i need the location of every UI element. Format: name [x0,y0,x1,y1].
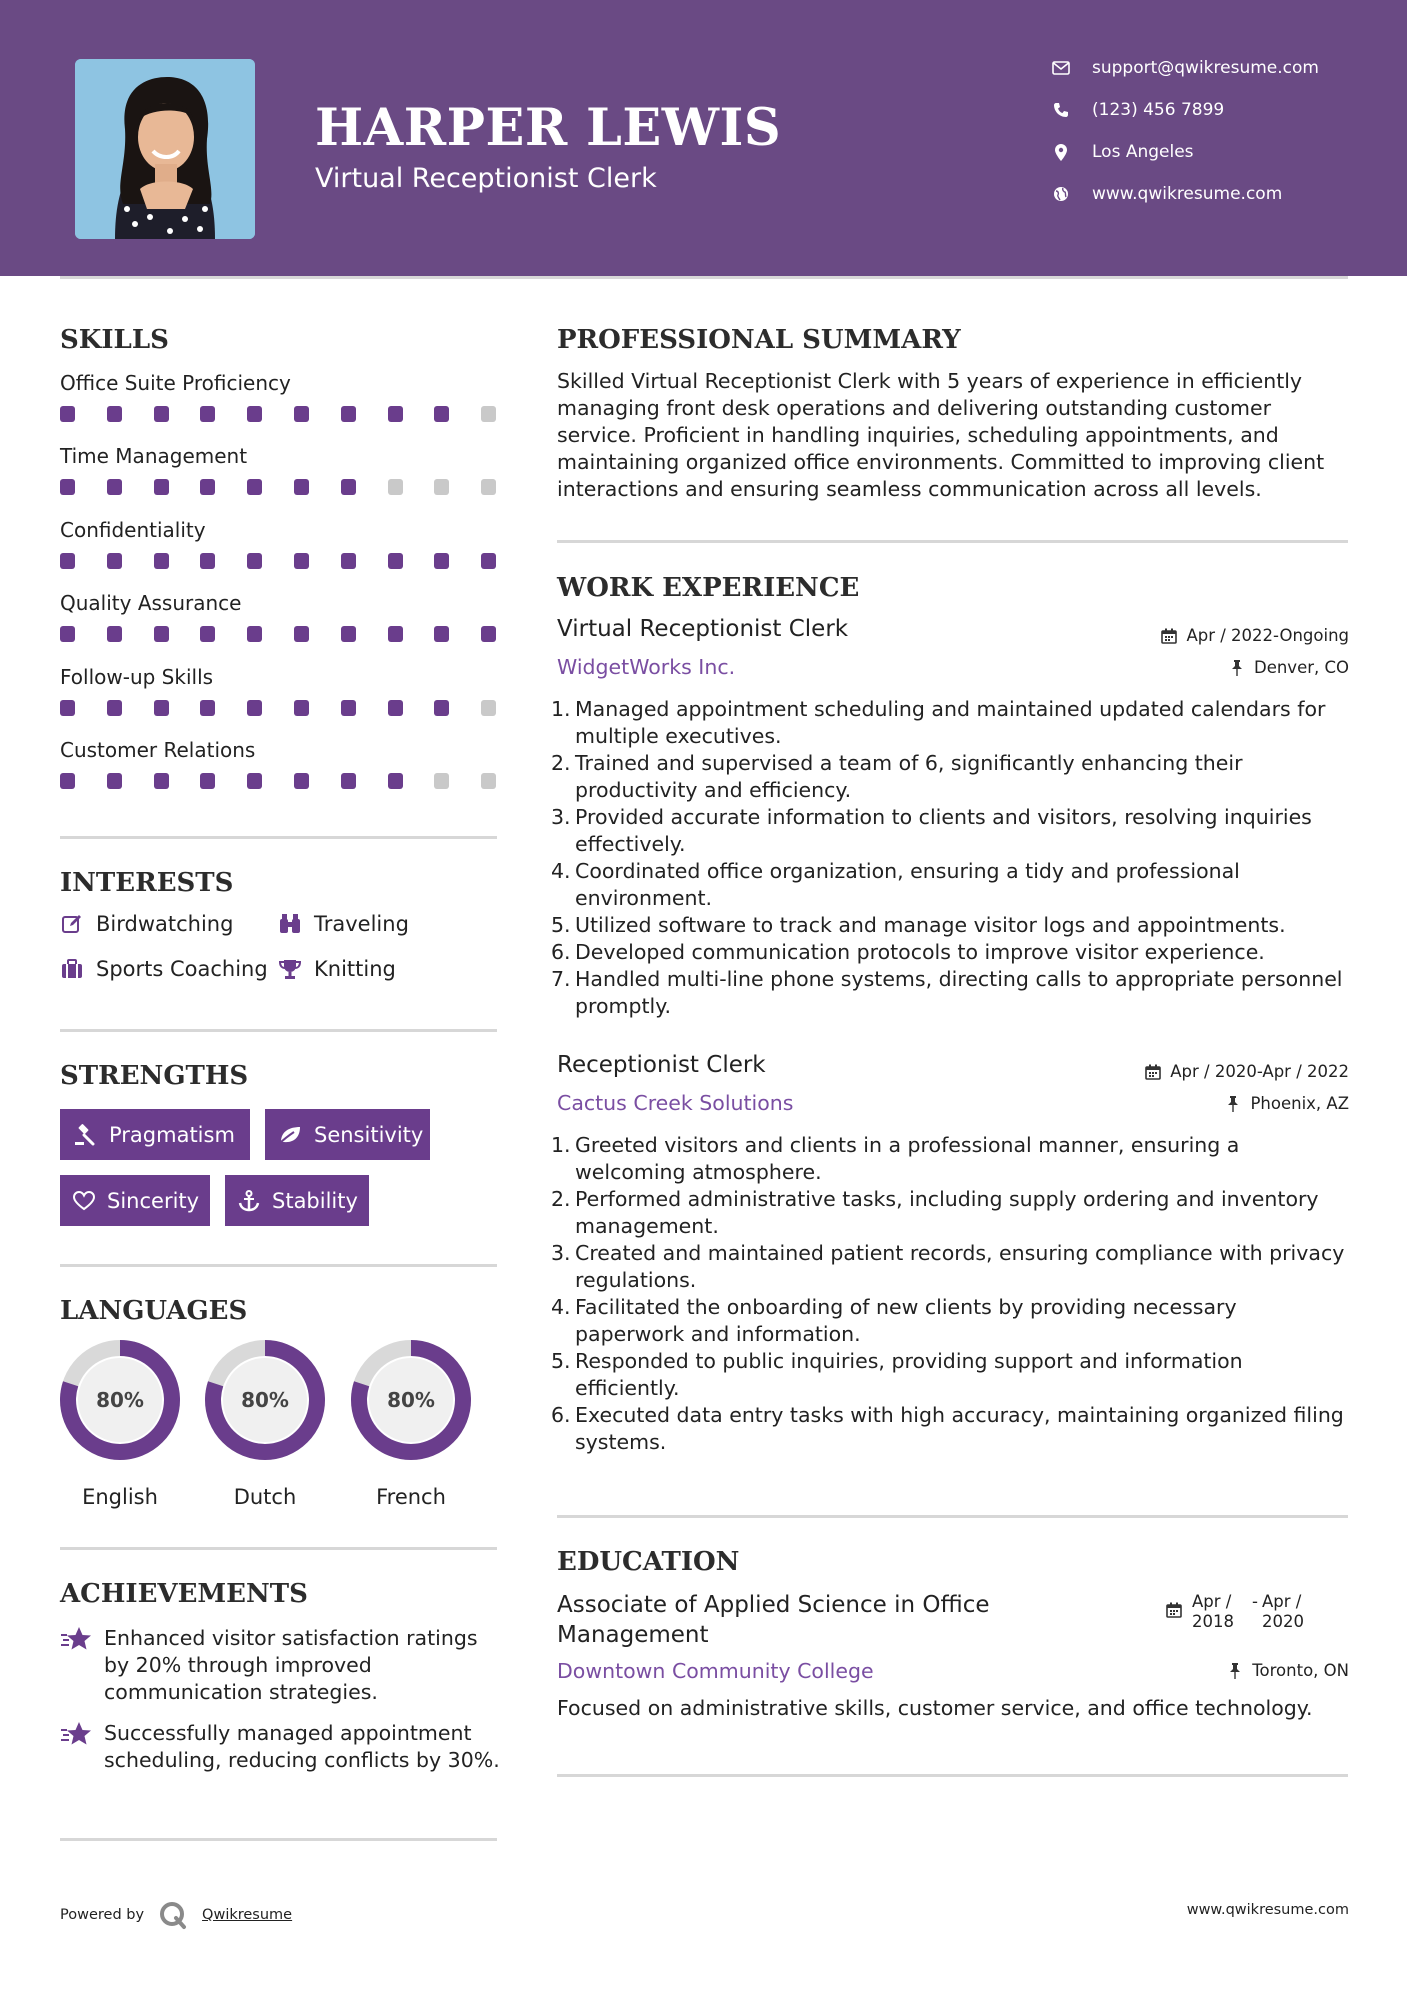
skill-dot [200,700,215,716]
skills-heading: SKILLS [60,325,169,355]
list-item: 6. Executed data entry tasks with high accuracy, maintaining organized filing systems. [551,1403,1344,1454]
list-item: 5. Utilized software to track and manage visitor logs and appointments. [551,913,1286,937]
skill-dot [154,626,169,642]
language-percent: 80% [241,1388,289,1412]
skills-divider [60,836,497,839]
skill-dot [294,700,309,716]
interest-label: Birdwatching [96,912,234,936]
skill-dot [434,773,449,789]
skill-dot [434,700,449,716]
language-ring [59,1339,181,1461]
briefcase-icon [60,957,84,981]
pushpin-icon [1224,1095,1242,1113]
list-item: 3. Provided accurate information to clients and visitors, resolving inquiries effectively. [551,805,1312,856]
achievement-item [60,1720,500,1774]
contact-phone-text: (123) 456 7899 [1092,100,1225,120]
interest-birdwatching [60,912,233,936]
list-item: 4. Facilitated the onboarding of new clients by providing necessary paperwork and information. [551,1295,1237,1346]
achievements-divider [60,1838,497,1841]
anchor-icon [238,1189,260,1213]
skill-dot [294,553,309,569]
skill-dot [200,406,215,422]
binoculars-icon [278,912,302,936]
footer-website[interactable]: www.qwikresume.com [1186,1902,1349,1918]
skill-dot [481,773,496,789]
skill-dot [341,700,356,716]
skill-dot [388,626,403,642]
skill-dot [481,626,496,642]
list-item: 3. Created and maintained patient records, ensuring compliance with privacy regulations. [551,1241,1345,1292]
skill-dot [481,553,496,569]
interest-label: Sports Coaching [96,957,268,981]
skill-dot [388,479,403,495]
skill-dot [247,773,262,789]
job-dates: Apr / 2020-Apr / 2022 [1144,1062,1349,1081]
resume-header [0,0,1407,276]
interest-label: Traveling [314,912,409,936]
calendar-icon [1160,627,1178,645]
interest-sports-coaching [60,957,268,981]
skill-dot [434,406,449,422]
skill-dot [247,479,262,495]
skill-dot [154,479,169,495]
qwikresume-link[interactable]: Qwikresume [202,1907,293,1923]
skill-name: Office Suite Proficiency [60,371,291,395]
language-name: Dutch [233,1485,297,1509]
interest-knitting [278,957,396,981]
summary-text: Skilled Virtual Receptionist Clerk with 5 years of experience in efficiently managing front desk operations and delivering outstanding customer service. Proficient in handling inquiries, scheduling appointments, and maintaining organized office environments. Committed to improving client interactions and ensuring seamless communication across all levels. [557,369,1325,501]
candidate-role: Virtual Receptionist Clerk [315,163,657,194]
skill-dot [247,700,262,716]
education-location: Toronto, ON [1226,1661,1349,1680]
star-icon [60,1625,94,1653]
pushpin-icon [1228,659,1246,677]
interests-heading: INTERESTS [60,868,234,898]
language-percent: 80% [387,1388,435,1412]
star-icon [60,1720,94,1748]
education-heading: EDUCATION [557,1547,740,1577]
contact-location-text: Los Angeles [1092,142,1194,162]
interests-divider [60,1029,497,1032]
language-ring [350,1339,472,1461]
achievement-item [60,1625,500,1706]
language-percent: 80% [96,1388,144,1412]
skill-dot [60,700,75,716]
pencil-square-icon [60,912,84,936]
summary-divider [557,540,1348,543]
list-item: 1. Greeted visitors and clients in a professional manner, ensuring a welcoming atmosphere. [551,1133,1240,1184]
skill-dot [107,479,122,495]
strength-label: Pragmatism [109,1122,235,1147]
job-bullets [551,696,1351,1020]
skill-dot [154,773,169,789]
skill-dot [107,700,122,716]
strength-chip-stability [225,1175,369,1226]
contact-email[interactable] [1050,57,1380,79]
experience-divider [557,1515,1348,1518]
language-item [350,1339,472,1509]
globe-icon [1050,183,1072,205]
experience-heading: WORK EXPERIENCE [557,573,860,603]
skill-name: Quality Assurance [60,591,242,616]
job-title: Virtual Receptionist Clerk [557,616,849,642]
candidate-name: HARPER LEWIS [315,98,782,158]
achievement-text: Successfully managed appointment scheduling, reducing conflicts by 30%. [104,1721,500,1772]
skill-name: Time Management [60,444,248,469]
heart-icon [73,1189,95,1213]
achievements-heading: ACHIEVEMENTS [60,1579,308,1609]
language-name: French [376,1485,446,1509]
skill-rating [60,553,500,569]
profile-photo [75,59,255,239]
skill-dot [60,773,75,789]
job-location: Denver, CO [1228,658,1349,677]
header-divider [60,276,1348,279]
contact-email-text: support@qwikresume.com [1092,58,1319,78]
summary-heading: PROFESSIONAL SUMMARY [557,325,961,355]
list-item: 6. Developed communication protocols to improve visitor experience. [551,940,1265,964]
education-divider [557,1774,1348,1777]
skill-rating [60,479,500,495]
skill-dot [107,626,122,642]
contact-website[interactable] [1050,183,1380,205]
pushpin-icon [1226,1662,1244,1680]
skill-dot [107,553,122,569]
location-pin-icon [1050,141,1072,163]
footer-powered-by: Powered by Qwikresume [60,1900,292,1930]
strength-chip-sensitivity [265,1109,430,1160]
skill-rating [60,773,500,789]
skill-dot [60,626,75,642]
skill-dot [107,773,122,789]
skill-name: Customer Relations [60,738,256,762]
language-ring [204,1339,326,1461]
skill-dot [388,700,403,716]
phone-icon [1050,99,1072,121]
contact-location [1050,141,1380,163]
list-item: 1. Managed appointment scheduling and maintained updated calendars for multiple executives. [551,697,1326,748]
skill-dot [341,773,356,789]
skill-dot [341,406,356,422]
languages-divider [60,1547,497,1550]
skill-dot [434,553,449,569]
education-date-end: Apr / 2020 [1262,1592,1304,1631]
strength-label: Stability [272,1188,358,1213]
skill-dot [388,773,403,789]
language-item [59,1339,181,1509]
strength-label: Sensitivity [314,1122,424,1147]
job-location: Phoenix, AZ [1224,1094,1349,1113]
skill-dot [481,479,496,495]
list-item: 2. Trained and supervised a team of 6, significantly enhancing their productivity and efficiency. [551,751,1243,802]
job-company: WidgetWorks Inc. [557,655,736,679]
skill-dot [247,406,262,422]
skill-dot [481,406,496,422]
education-degree: Associate of Applied Science in Office Management [557,1592,990,1648]
skill-dot [107,406,122,422]
strength-chip-pragmatism [60,1109,250,1160]
skill-dot [434,479,449,495]
skill-dot [154,553,169,569]
skill-dot [60,553,75,569]
skill-rating [60,700,500,716]
skill-dot [247,553,262,569]
qwikresume-logo-icon [158,1900,188,1930]
language-item [204,1339,326,1509]
skill-rating [60,626,500,642]
skill-dot [294,773,309,789]
job-bullets [551,1132,1351,1456]
list-item: 5. Responded to public inquiries, providing support and information efficiently. [551,1349,1243,1400]
education-date-start: Apr / 2018 [1192,1592,1234,1631]
skill-dot [247,626,262,642]
skill-dot [60,479,75,495]
skill-dot [200,479,215,495]
skill-dot [200,626,215,642]
calendar-icon [1166,1592,1184,1632]
strength-chip-sincerity [60,1175,210,1226]
skill-dot [388,553,403,569]
languages-heading: LANGUAGES [60,1296,248,1326]
skill-dot [341,626,356,642]
skill-dot [154,406,169,422]
skill-dot [60,406,75,422]
education-school: Downtown Community College [557,1659,874,1683]
skill-name: Follow-up Skills [60,664,214,689]
interest-traveling [278,912,409,936]
skill-dot [294,406,309,422]
language-name: English [82,1485,158,1509]
education-dates: Apr / 2018 - Apr / 2020 [1166,1592,1312,1632]
interest-label: Knitting [314,957,396,981]
list-item: 4. Coordinated office organization, ensuring a tidy and professional environment. [551,859,1240,910]
contact-phone[interactable] [1050,99,1380,121]
skill-dot [341,479,356,495]
skill-dot [200,773,215,789]
strengths-heading: STRENGTHS [60,1061,249,1091]
calendar-icon [1144,1063,1162,1081]
skill-dot [294,626,309,642]
strength-label: Sincerity [107,1188,200,1213]
skill-dot [154,700,169,716]
gavel-icon [73,1123,97,1147]
list-item: 2. Performed administrative tasks, including supply ordering and inventory management. [551,1187,1319,1238]
list-item: 7. Handled multi-line phone systems, directing calls to appropriate personnel promptly. [551,967,1343,1018]
strengths-divider [60,1264,497,1267]
job-title: Receptionist Clerk [557,1052,766,1078]
skill-dot [434,626,449,642]
skill-dot [481,700,496,716]
leaf-icon [278,1123,302,1147]
contact-website-text: www.qwikresume.com [1092,184,1283,204]
skill-dot [388,406,403,422]
skill-dot [200,553,215,569]
skill-dot [294,479,309,495]
education-text: Focused on administrative skills, customer service, and office technology. [557,1696,1313,1720]
mail-icon [1050,57,1072,79]
job-dates: Apr / 2022-Ongoing [1160,626,1349,645]
skill-rating [60,406,500,422]
achievement-text: Enhanced visitor satisfaction ratings by 20% through improved communication strategies. [104,1626,478,1704]
job-company: Cactus Creek Solutions [557,1091,794,1115]
trophy-icon [278,957,302,981]
skill-dot [341,553,356,569]
skill-name: Confidentiality [60,517,206,542]
